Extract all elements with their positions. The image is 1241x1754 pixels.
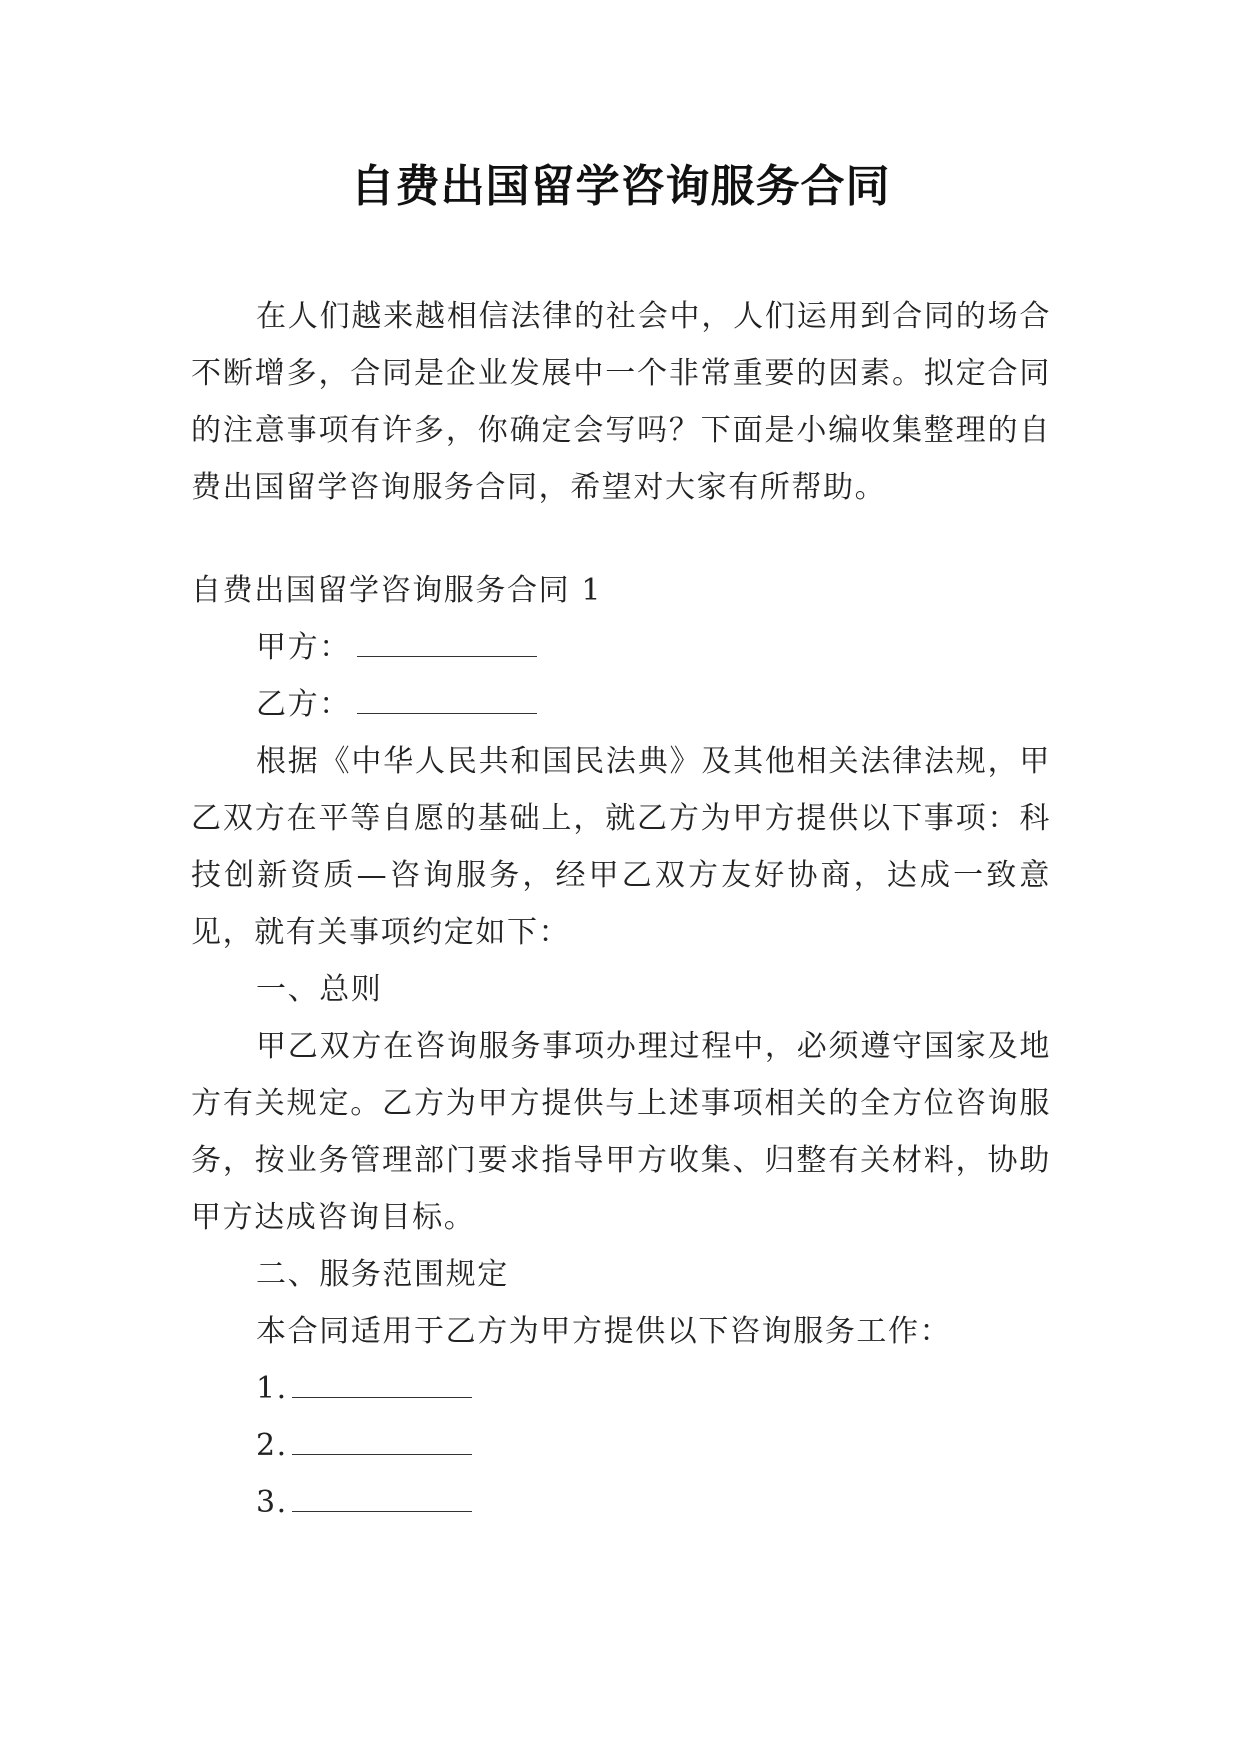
party-b-label: 乙方：: [256, 687, 351, 722]
section-1-text: 甲乙双方在咨询服务事项办理过程中，必须遵守国家及地方有关规定。乙方为甲方提供与上述事项相关的全方位咨询服务，按业务管理部门要求指导甲方收集、归整有关材料，协助甲方达成咨询目标。: [191, 1029, 1051, 1235]
section-2-text: 本合同适用于乙方为甲方提供以下咨询服务工作：: [256, 1314, 952, 1349]
list-item-blank: [292, 1375, 472, 1398]
party-a-label: 甲方：: [256, 630, 351, 665]
list-item-3: [191, 1474, 1051, 1531]
list-item-number: 2.: [256, 1428, 288, 1463]
party-a-line: [191, 619, 1051, 676]
list-item-number: 1.: [256, 1371, 288, 1406]
list-item-blank: [292, 1432, 472, 1455]
list-item-number: 3.: [256, 1485, 288, 1520]
section-2-heading: 二、服务范围规定: [256, 1257, 509, 1292]
basis-paragraph: 根据《中华人民共和国民法典》及其他相关法律法规，甲乙双方在平等自愿的基础上，就乙方为甲方提供以下事项：科技创新资质—咨询服务，经甲乙双方友好协商，达成一致意见，就有关事项约定如下：: [191, 744, 1051, 950]
contract-subtitle: 自费出国留学咨询服务合同 1: [191, 573, 603, 608]
section-1-heading: 一、总则: [256, 972, 383, 1007]
document-body: [191, 288, 1051, 1531]
list-item-blank: [292, 1489, 472, 1512]
document-title: 自费出国留学咨询服务合同: [350, 161, 891, 212]
list-item-2: [191, 1417, 1051, 1474]
list-item-1: [191, 1360, 1051, 1417]
party-a-blank: [357, 634, 537, 657]
party-b-blank: [357, 691, 537, 714]
party-b-line: [191, 676, 1051, 733]
intro-paragraph: 在人们越来越相信法律的社会中，人们运用到合同的场合不断增多，合同是企业发展中一个非常重要的因素。拟定合同的注意事项有许多，你确定会写吗？下面是小编收集整理的自费出国留学咨询服务合同，希望对大家有所帮助。: [191, 299, 1051, 505]
